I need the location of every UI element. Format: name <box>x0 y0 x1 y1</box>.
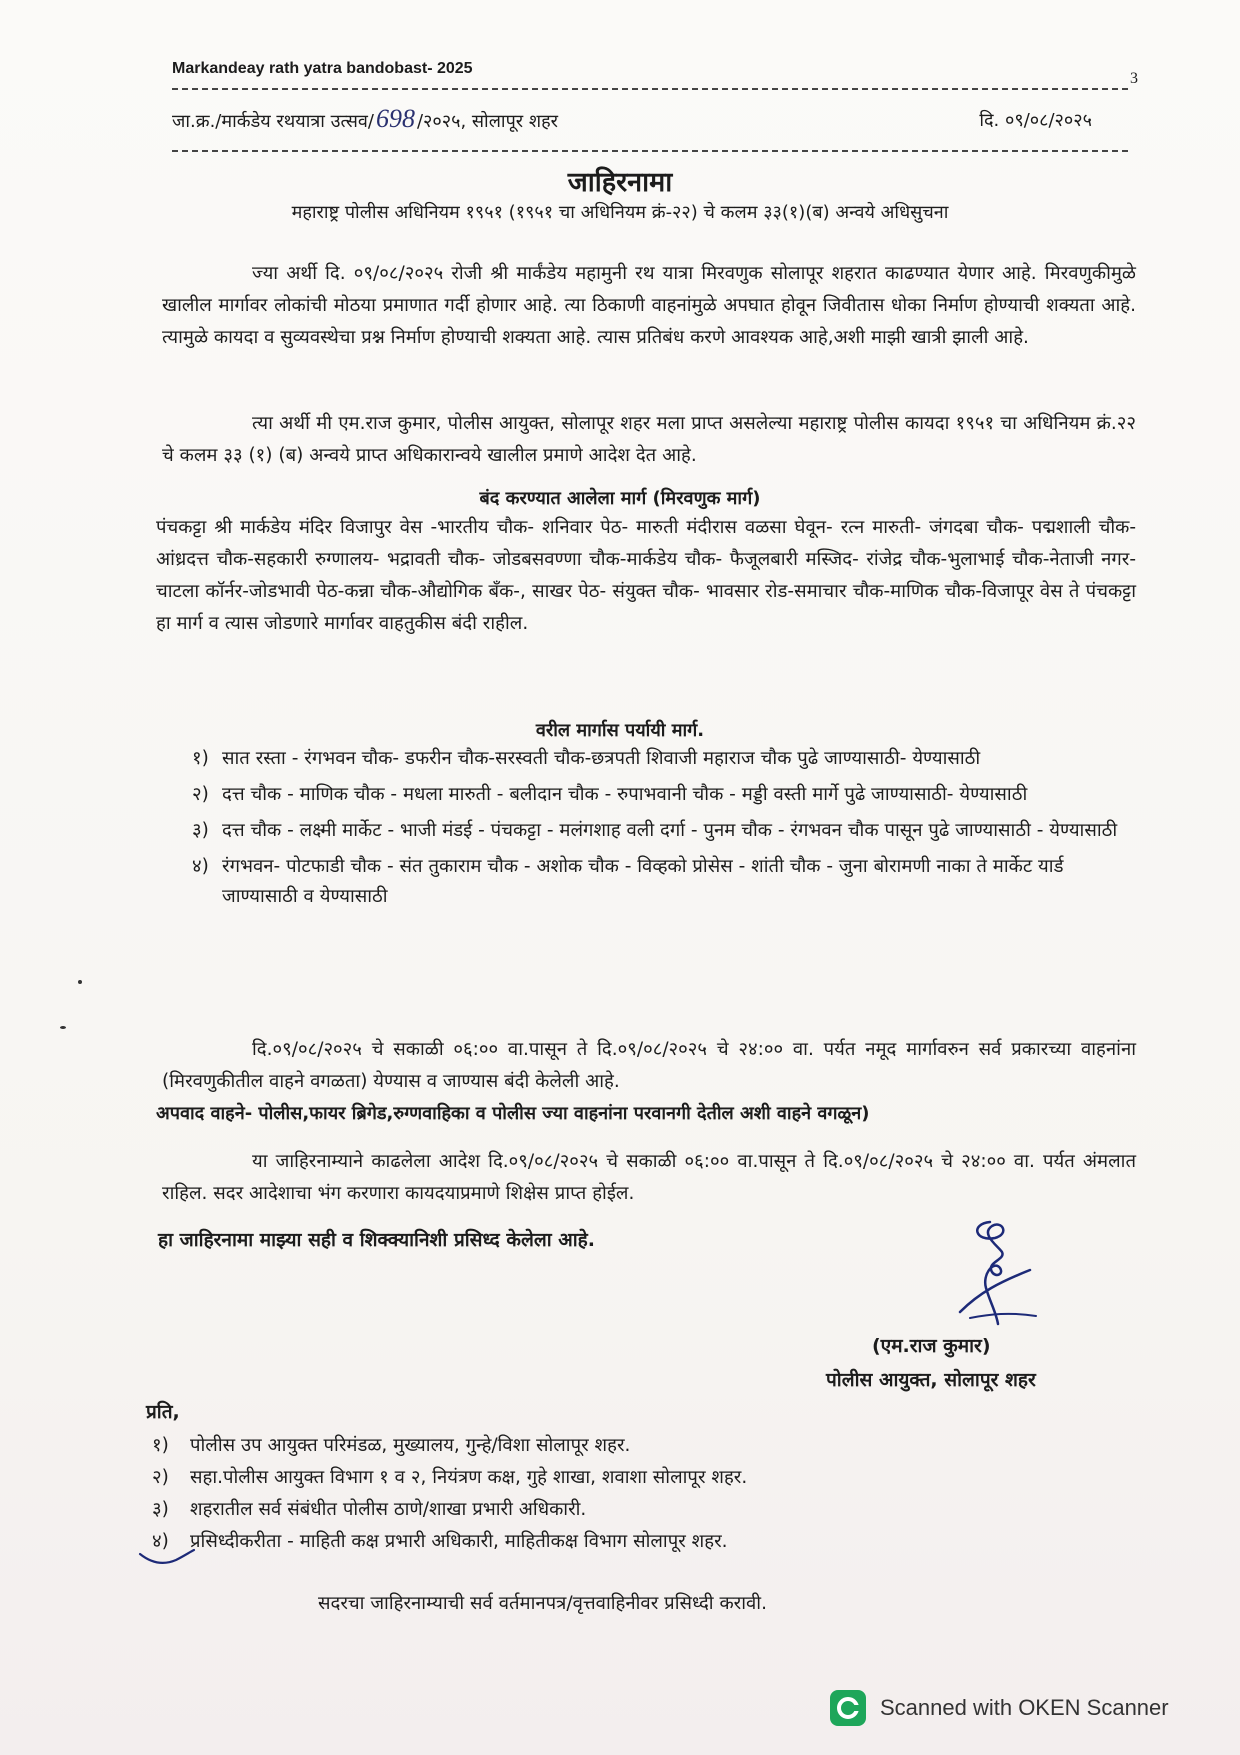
list-item: ३) शहरातील सर्व संबंधीत पोलीस ठाणे/शाखा प्रभारी अधिकारी. <box>152 1499 587 1520</box>
list-item: ३) दत्त चौक - लक्ष्मी मार्केट - भाजी मंडई - पंचकट्टा - मलंगशाह वली दर्गा - पुनम चौक - रंगभवन चौक पासून पुढे जाण्यासाठी - येण्यासाठी <box>192 820 1118 841</box>
declaration: हा जाहिरनामा माझ्या सही व शिक्क्यानिशी प्रसिध्द केलेला आहे. <box>158 1229 595 1251</box>
list-item: १) सात रस्ता - रंगभवन चौक- डफरीन चौक-सरस्वती चौक-छत्रपती शिवाजी महाराज चौक पुढे जाण्यासाठी- येण्यासाठी <box>192 748 981 769</box>
page-number: 3 <box>1130 70 1138 87</box>
scanner-watermark <box>830 1686 1169 1730</box>
signatory-title: पोलीस आयुक्त, सोलापूर शहर <box>826 1369 1036 1391</box>
ref-prefix: जा.क्र./मार्कडेय रथयात्रा उत्सव/ <box>172 111 374 132</box>
header-divider-top <box>172 88 1128 90</box>
signatory-name: (एम.राज कुमार) <box>872 1335 991 1357</box>
list-item: २) सहा.पोलीस आयुक्त विभाग १ व २, नियंत्रण कक्ष, गुहे शाखा, शवाशा सोलापूर शहर. <box>152 1467 748 1488</box>
exception-vehicles: अपवाद वाहने- पोलीस,फायर ब्रिगेड,रुग्णवाहिका व पोलीस ज्या वाहनांना परवानगी देतील अशी वाहने वगळून) <box>156 1103 870 1124</box>
notice-title: जाहिरनामा <box>567 167 673 198</box>
oken-scanner-logo-icon <box>830 1690 866 1726</box>
document-date: दि. ०९/०८/२०२५ <box>979 110 1092 131</box>
list-item: ४) प्रसिध्दीकरीता - माहिती कक्ष प्रभारी अधिकारी, माहितीकक्ष विभाग सोलापूर शहर. <box>152 1531 728 1552</box>
paragraph-order: त्या अर्थी मी एम.राज कुमार, पोलीस आयुक्त, सोलापूर शहर मला प्राप्त असलेल्या महाराष्ट्र पोलीस कायदा १९५१ चा अधिनियम क्रं.२२ चे कलम ३३ (१) (ब) अन्वये प्राप्त अधिकारान्वये खालील प्रमाणे आदेश देत आहे. <box>162 413 1136 466</box>
header-divider-bottom <box>172 150 1128 152</box>
alternate-route-list <box>192 744 1132 918</box>
scan-speck <box>60 1026 66 1029</box>
recipients-list <box>152 1430 1072 1558</box>
header-title: Markandeay rath yatra bandobast- 2025 <box>172 60 473 77</box>
list-item: २) दत्त चौक - माणिक चौक - मधला मारुती - बलीदान चौक - रुपाभवानी चौक - मड्डी वस्ती मार्गे पुढे जाण्यासाठी- येण्यासाठी <box>192 784 1028 805</box>
closed-route-text: पंचकट्टा श्री मार्कडेय मंदिर विजापुर वेस -भारतीय चौक- शनिवार पेठ- मारुती मंदीरास वळसा घेवून- रत्न मारुती- जंगदबा चौक- पद्मशाली चौक-आंध्रदत्त चौक-सहकारी रुग्णालय- भद्रावती चौक- जोडबसवण्णा चौक-मार्कडेय चौक- फैजूलबारी मस्जिद- रांजेद्र चौक-भुलाभाई चौक-नेताजी नगर-चाटला कॉर्नर-जोडभावी पेठ-कन्ना चौक-औद्योगिक बॅंक-, साखर पेठ- संयुक्त चौक- भावसार रोड-समाचार चौक-माणिक चौक-विजापूर वेस ते पंचकट्टा हा मार्ग व त्यास जोडणारे मार्गावर वाहतुकीस बंदी राहील. <box>156 517 1136 634</box>
scanner-watermark-text: Scanned with OKEN Scanner <box>880 1695 1169 1720</box>
paragraph-validity: या जाहिरनाम्याने काढलेला आदेश दि.०९/०८/२०२५ चे सकाळी ०६:०० वा.पासून ते दि.०९/०८/२०२५ चे २४:०० वा. पर्यत अंमलात राहिल. सदर आदेशाचा भंग करणारा कायदयाप्रमाणे शिक्षेस प्राप्त होईल. <box>162 1151 1136 1204</box>
recipients-label: प्रति, <box>146 1401 180 1423</box>
list-item: ४) रंगभवन- पोटफाडी चौक - संत तुकाराम चौक - अशोक चौक - विव्हको प्रोसेस - शांती चौक - जुना बोरामणी नाका ते मार्केट यार्ड जाण्यासाठी व येण्यासाठी <box>192 856 1064 907</box>
closed-route-heading: बंद करण्यात आलेला मार्ग (मिरवणुक मार्ग) <box>479 488 761 509</box>
recipients-last-line: सदरचा जाहिरनाम्याची सर्व वर्तमानपत्र/वृत्तवाहिनीवर प्रसिध्दी करावी. <box>318 1593 767 1614</box>
handwritten-check-mark <box>136 1540 196 1570</box>
ref-suffix: /२०२५, सोलापूर शहर <box>416 111 559 132</box>
signature-image <box>940 1212 1060 1332</box>
notice-subtitle: महाराष्ट्र पोलीस अधिनियम १९५१ (१९५१ चा अधिनियम क्रं-२२) चे कलम ३३(१)(ब) अन्वये अधिसुचना <box>291 202 949 223</box>
scan-speck <box>78 980 82 984</box>
ref-number-handwritten: 698 <box>375 104 415 133</box>
alternate-route-heading: वरील मार्गास पर्यायी मार्ग. <box>535 720 705 741</box>
paragraph-intro: ज्या अर्थी दि. ०९/०८/२०२५ रोजी श्री मार्कंडेय महामुनी रथ यात्रा मिरवणुक सोलापूर शहरात काढण्यात येणार आहे. मिरवणुकीमुळे खालील मार्गावर लोकांची मोठया प्रमाणात गर्दी होणार आहे. त्या ठिकाणी वाहनांमुळे अपघात होवून जिवीतास धोका निर्माण होण्याची शक्यता आहे. त्यामुळे कायदा व सुव्यवस्थेचा प्रश्न निर्माण होण्याची शक्यता आहे. त्यास प्रतिबंध करणे आवश्यक आहे,अशी माझी खात्री झाली आहे. <box>162 263 1136 348</box>
list-item: १) पोलीस उप आयुक्त परिमंडळ, मुख्यालय, गुन्हे/विशा सोलापूर शहर. <box>152 1435 631 1456</box>
paragraph-ban-period: दि.०९/०८/२०२५ चे सकाळी ०६:०० वा.पासून ते दि.०९/०८/२०२५ चे २४:०० वा. पर्यत नमूद मार्गावरुन सर्व प्रकारच्या वाहनांना (मिरवणुकीतील वाहने वगळता) येण्यास व जाण्यास बंदी केलेली आहे. <box>162 1039 1136 1092</box>
reference-line <box>172 104 1092 134</box>
